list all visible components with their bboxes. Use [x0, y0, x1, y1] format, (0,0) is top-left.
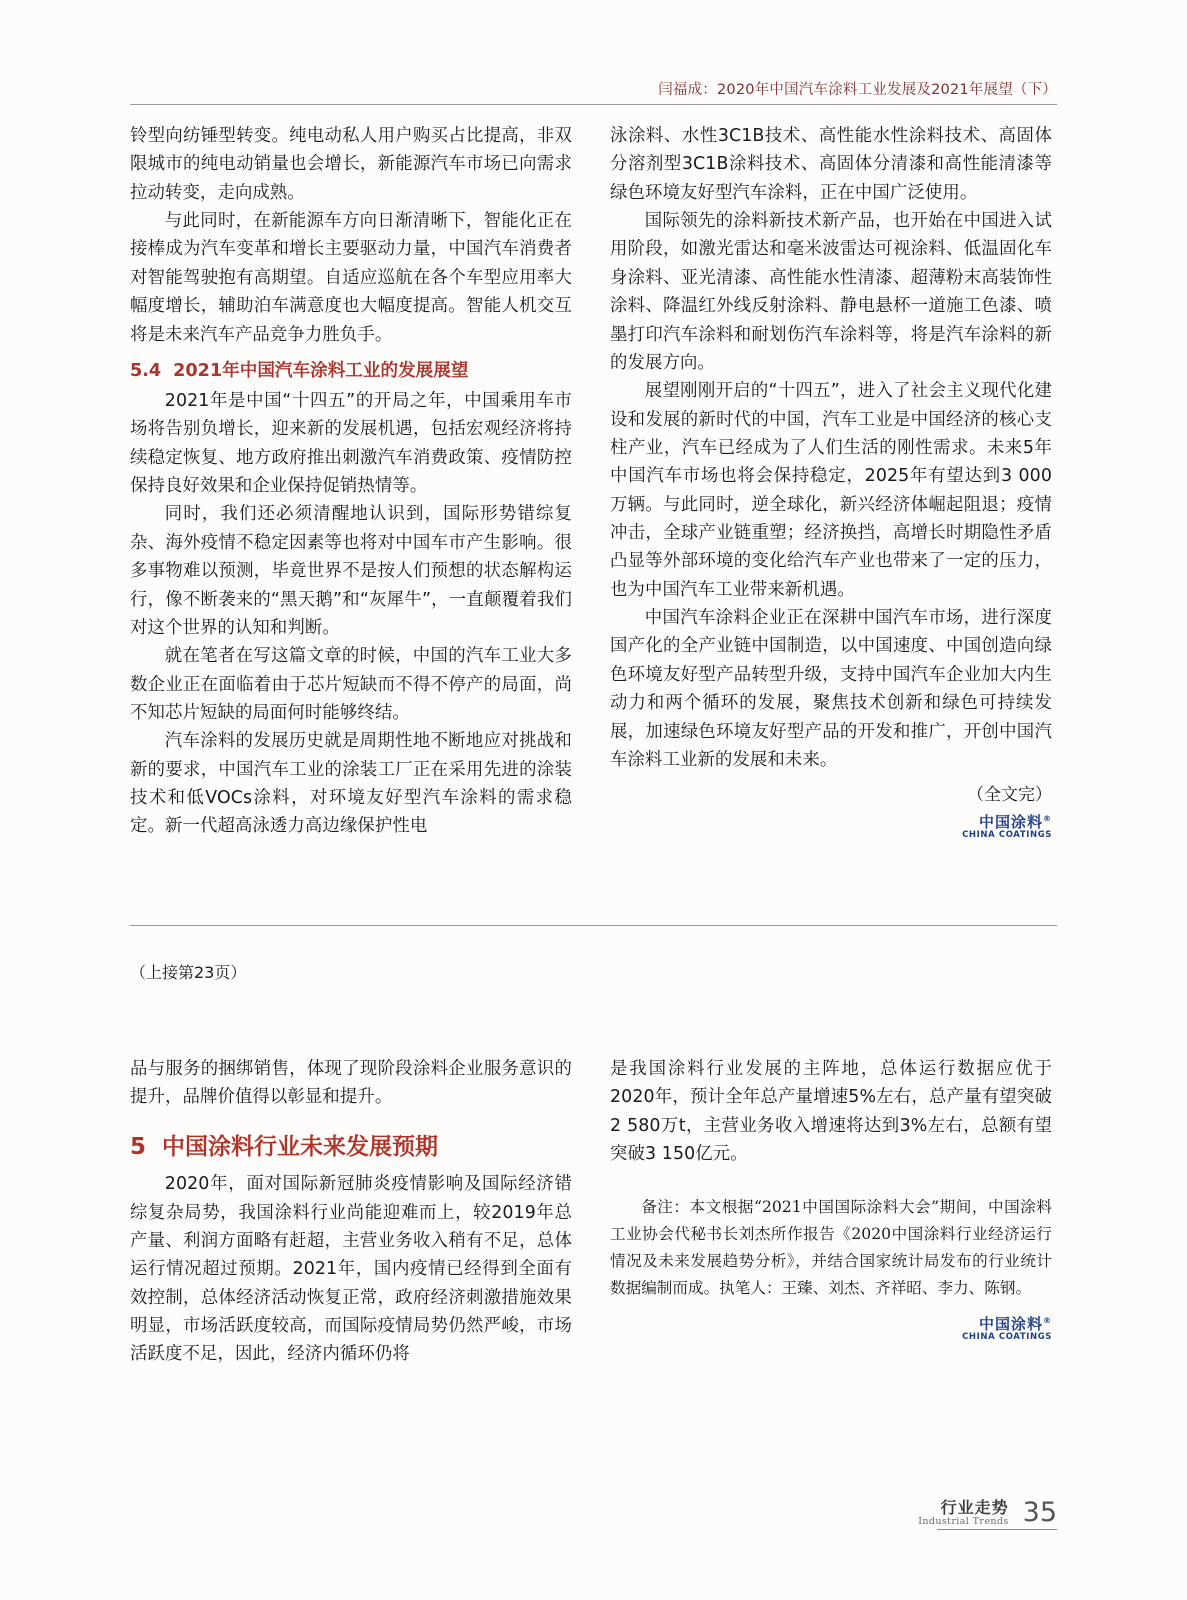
- logo-cn-text: 中国涂料®: [978, 1315, 1052, 1334]
- paragraph: 与此同时，在新能源车方向日渐清晰下，智能化正在接棒成为汽车变革和增长主要驱动力量，中国汽车消费者对智能驾驶抱有高期望。自适应巡航在各个车型应用率大幅度增长，辅助泊车满意度也大幅度提高。智能人机交互将是未来汽车产品竞争力胜负手。: [130, 211, 572, 345]
- page-number: 35: [1022, 1497, 1057, 1528]
- paragraph: 国际领先的涂料新技术新产品，也开始在中国进入试用阶段，如激光雷达和毫米波雷达可视涂料、低温固化车身涂料、亚光清漆、高性能水性清漆、超薄粉末高装饰性涂料、降温红外线反射涂料、静电悬杯一道施工色漆、喷墨打印汽车涂料和耐划伤汽车涂料等，将是汽车涂料的新的发展方向。: [610, 211, 1052, 373]
- paragraph: 泳涂料、水性3C1B技术、高性能水性涂料技术、高固体分溶剂型3C1B涂料技术、高固体分清漆和高性能清漆等绿色环境友好型汽车涂料，正在中国广泛使用。: [610, 126, 1052, 203]
- section-number: 5: [130, 1133, 147, 1160]
- paragraph: 就在笔者在写这篇文章的时候，中国的汽车工业大多数企业正在面临着由于芯片短缺而不得不停产的局面，尚不知芯片短缺的局面何时能够终结。: [130, 646, 572, 723]
- paragraph: 是我国涂料行业发展的主阵地，总体运行数据应优于2020年，预计全年总产量增速5%左右，总产量有望突破2 580万t，主营业务收入增速将达到3%左右，总额有望突破3 150亿元。: [610, 1059, 1052, 1165]
- paragraph: 同时，我们还必须清醒地认识到，国际形势错综复杂、海外疫情不稳定因素等也将对中国车市产生影响。很多事物难以预测，毕竟世界不是按人们预想的状态解构运行，像不断袭来的“黑天鹅”和“灰犀牛”，一直颠覆着我们对这个世界的认知和判断。: [130, 504, 572, 638]
- logo-en-text: CHINA COATINGS: [962, 830, 1052, 841]
- registered-mark-icon: ®: [1043, 814, 1052, 824]
- paragraph: 2020年，面对国际新冠肺炎疫情影响及国际经济错综复杂局势，我国涂料行业尚能迎难而上，较2019年总产量、利润方面略有赶超，主营业务收入稍有不足，总体运行情况超过预期。2021年，国内疫情已经得到全面有效控制，总体经济活动恢复正常，政府经济刺激措施效果明显，市场活跃度较高，而国际疫情局势仍然严峻，市场活跃度不足，因此，经济内循环仍将: [130, 1174, 572, 1365]
- china-coatings-logo: [610, 815, 1052, 840]
- footer-section-en: Industrial Trends: [918, 1516, 1009, 1528]
- paragraph: 2021年是中国“十四五”的开局之年，中国乘用车市场将告别负增长，迎来新的发展机遇，包括宏观经济将持续稳定恢复、地方政府推出刺激汽车消费政策、疫情防控保持良好效果和企业保持促销热情等。: [130, 391, 572, 497]
- section-heading-5-4: [130, 357, 572, 385]
- end-of-article-mark: （全文完）: [967, 785, 1052, 806]
- continuation-columns: [130, 1055, 1057, 1369]
- logo-cn-text: 中国涂料®: [978, 813, 1052, 832]
- footer-section-label: [918, 1499, 1008, 1528]
- footer-divider: [937, 1529, 1057, 1530]
- paragraph: 中国汽车涂料企业正在深耕中国汽车市场，进行深度国产化的全产业链中国制造，以中国速度、中国创造向绿色环境友好型产品转型升级，支持中国汽车企业加大内生动力和两个循环的发展，聚焦技术创新和绿色可持续发展，加速绿色环境友好型产品的开发和推广，开创中国汽车涂料工业新的发展和未来。: [610, 608, 1052, 770]
- paragraph: 汽车涂料的发展历史就是周期性地不断地应对挑战和新的要求，中国汽车工业的涂装工厂正在采用先进的涂装技术和低VOCs涂料，对环境友好型汽车涂料的需求稳定。新一代超高泳透力高边缘保护性电: [130, 731, 572, 837]
- section-title: 2021年中国汽车涂料工业的发展展望: [173, 360, 469, 381]
- section-divider-top: [130, 925, 1057, 926]
- section-number: 5.4: [130, 360, 162, 381]
- registered-mark-icon: ®: [1043, 1316, 1052, 1326]
- section-heading-5: [130, 1130, 572, 1165]
- top-left-column: [130, 122, 572, 841]
- article-top-columns: [130, 122, 1057, 841]
- top-right-column: [610, 122, 1052, 841]
- paragraph: 品与服务的捆绑销售，体现了现阶段涂料企业服务意识的提升，品牌价值得以彰显和提升。: [130, 1059, 572, 1108]
- footer-section-cn: 行业走势: [940, 1497, 1009, 1517]
- paragraph: 展望刚刚开启的“十四五”，进入了社会主义现代化建设和发展的新时代的中国，汽车工业是中国经济的核心支柱产业，汽车已经成为了人们生活的刚性需求。未来5年中国汽车市场也将会保持稳定，2025年有望达到3 000万辆。与此同时，逆全球化，新兴经济体崛起阻退；疫情冲击，全球产业链重塑；经济换挡，高增长时期隐性矛盾凸显等外部环境的变化给汽车产业也带来了一定的压力，也为中国汽车工业带来新机遇。: [610, 381, 1052, 600]
- cont-left-column: [130, 1055, 572, 1369]
- logo-en-text: CHINA COATINGS: [962, 1332, 1052, 1343]
- header-divider: [130, 104, 1057, 105]
- cont-right-column: [610, 1055, 1052, 1369]
- running-head: 闫福成：2020年中国汽车涂料工业发展及2021年展望（下）: [658, 82, 1057, 98]
- paragraph: 铃型向纺锤型转变。纯电动私人用户购买占比提高，非双限城市的纯电动销量也会增长，新能源汽车市场已向需求拉动转变，走向成熟。: [130, 126, 572, 203]
- section-title: 中国涂料行业未来发展预期: [162, 1133, 439, 1160]
- china-coatings-logo: [610, 1317, 1052, 1342]
- continuation-note: （上接第23页）: [130, 963, 247, 982]
- page-footer: [918, 1499, 1057, 1528]
- editorial-note: 备注：本文根据“2021中国国际涂料大会”期间，中国涂料工业协会代秘书长刘杰所作报告《2020中国涂料行业经济运行情况及未来发展趋势分析》，并结合国家统计局发布的行业统计数据编制而成。执笔人：王臻、刘杰、齐祥昭、李力、陈钢。: [610, 1198, 1052, 1297]
